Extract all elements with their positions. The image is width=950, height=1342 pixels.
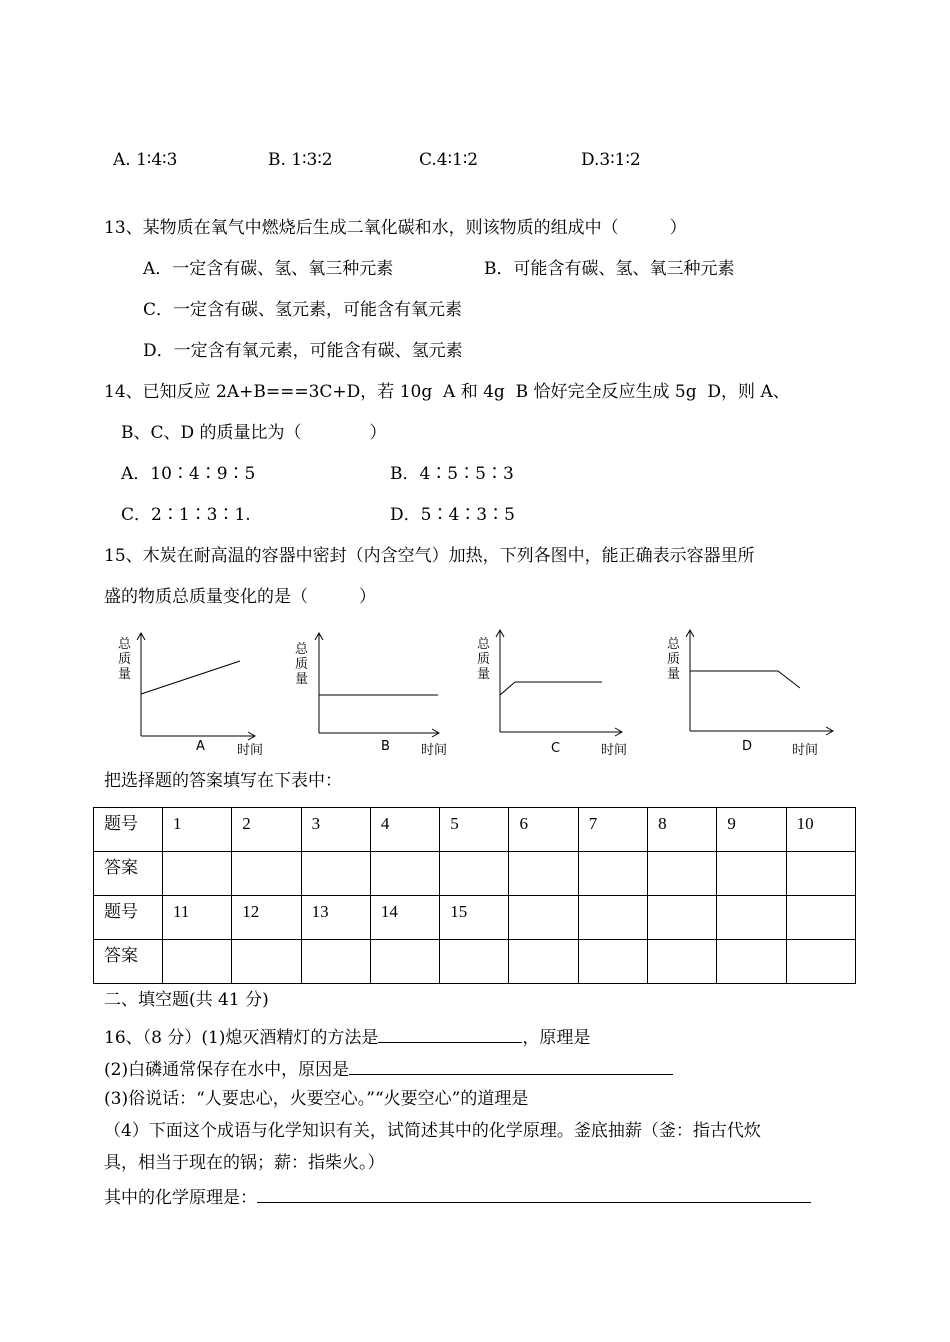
q16-blank-4[interactable] <box>257 1184 811 1203</box>
graph-a-label: A <box>196 739 205 754</box>
q16-line1-text-b: ，原理是 <box>522 1028 591 1048</box>
answer-cell[interactable] <box>232 940 301 984</box>
cell-number <box>717 896 786 940</box>
answer-cell[interactable] <box>578 940 647 984</box>
q16-line6 <box>104 1184 811 1209</box>
answer-cell[interactable] <box>648 852 717 896</box>
cell-number: 10 <box>786 808 855 852</box>
q12-option-c: C.4∶1∶2 <box>419 150 479 170</box>
table-intro: 把选择题的答案填写在下表中： <box>104 771 342 791</box>
table-row-answers-1 <box>94 852 856 896</box>
q15-stem-line2: 盛的物质总质量变化的是（ ） <box>104 587 376 607</box>
q14-option-c: C．2∶1∶3∶1. <box>121 505 251 525</box>
graph-b-ylabel-1: 总 <box>295 642 309 657</box>
graph-b-label: B <box>381 739 390 754</box>
graph-b-xlabel: 时间 <box>421 743 448 758</box>
cell-number: 5 <box>440 808 509 852</box>
graph-d-ylabel-3: 量 <box>667 667 681 682</box>
answer-cell[interactable] <box>440 852 509 896</box>
answer-cell[interactable] <box>440 940 509 984</box>
cell-number: 11 <box>163 896 232 940</box>
answer-cell[interactable] <box>786 940 855 984</box>
cell-number <box>509 896 578 940</box>
q16-line6-text: 其中的化学原理是： <box>104 1188 257 1208</box>
table-row-numbers-2 <box>94 896 856 940</box>
answer-cell[interactable] <box>786 852 855 896</box>
graph-a <box>110 628 280 758</box>
table-row-numbers-1 <box>94 808 856 852</box>
section2-title: 二、填空题(共 41 分) <box>104 990 269 1010</box>
q14-stem-line2: B、C、D 的质量比为（ ） <box>121 423 387 443</box>
graph-c-ylabel-2: 质 <box>477 652 491 667</box>
cell-number: 9 <box>717 808 786 852</box>
cell-number: 14 <box>370 896 439 940</box>
answer-cell[interactable] <box>163 852 232 896</box>
cell-number: 13 <box>301 896 370 940</box>
q13-option-a: A．一定含有碳、氢、氧三种元素 <box>143 259 394 279</box>
q13-option-d: D．一定含有氧元素，可能含有碳、氢元素 <box>143 341 463 361</box>
graph-d-xlabel: 时间 <box>792 743 819 758</box>
q15-stem-line1: 15、木炭在耐高温的容器中密封（内含空气）加热，下列各图中，能正确表示容器里所 <box>104 546 755 566</box>
graph-a-ylabel-2: 质 <box>118 652 132 667</box>
q12-option-b: B. 1∶3∶2 <box>268 150 333 170</box>
cell-number <box>578 896 647 940</box>
q14-option-d: D．5∶4∶3∶5 <box>390 505 515 525</box>
answer-cell[interactable] <box>370 940 439 984</box>
answer-cell[interactable] <box>509 852 578 896</box>
answer-cell[interactable] <box>301 940 370 984</box>
q16-line3: (3)俗说话：“人要忠心，火要空心。”“火要空心”的道理是 <box>104 1089 529 1109</box>
q16-line5: 具，相当于现在的锅；薪：指柴火。） <box>104 1153 385 1173</box>
q16-line1-text-a: 16、（8 分）(1)熄灭酒精灯的方法是 <box>104 1028 379 1048</box>
answer-cell[interactable] <box>163 940 232 984</box>
q13-stem: 13、某物质在氧气中燃烧后生成二氧化碳和水，则该物质的组成中（ ） <box>104 218 687 238</box>
graph-a-curve <box>141 661 240 694</box>
cell-number: 3 <box>301 808 370 852</box>
answer-cell[interactable] <box>370 852 439 896</box>
answer-cell[interactable] <box>301 852 370 896</box>
q13-option-b: B．可能含有碳、氢、氧三种元素 <box>484 259 735 279</box>
row-title-number: 题号 <box>94 808 163 852</box>
cell-number: 4 <box>370 808 439 852</box>
row-title-answer: 答案 <box>94 940 163 984</box>
graph-b <box>290 628 460 758</box>
q16-blank-2[interactable] <box>349 1056 673 1075</box>
graph-b-ylabel-2: 质 <box>295 657 309 672</box>
answer-table <box>93 807 856 984</box>
row-title-number: 题号 <box>94 896 163 940</box>
cell-number: 1 <box>163 808 232 852</box>
q14-stem-line1: 14、已知反应 2A+B===3C+D，若 10g A 和 4g B 恰好完全反应生成 5g D，则 A、 <box>104 382 790 402</box>
answer-cell[interactable] <box>509 940 578 984</box>
cell-number: 6 <box>509 808 578 852</box>
q16-line2-text: (2)白磷通常保存在水中，原因是 <box>104 1060 350 1080</box>
graph-d-ylabel-2: 质 <box>667 652 681 667</box>
answer-cell[interactable] <box>717 940 786 984</box>
cell-number <box>786 896 855 940</box>
q16-line2 <box>104 1056 673 1081</box>
cell-number: 15 <box>440 896 509 940</box>
cell-number <box>648 896 717 940</box>
graph-c <box>473 628 643 758</box>
table-row-answers-2 <box>94 940 856 984</box>
q16-line4: （4）下面这个成语与化学知识有关，试简述其中的化学原理。釜底抽薪（釜：指古代炊 <box>104 1121 761 1141</box>
answer-cell[interactable] <box>232 852 301 896</box>
graph-c-label: C <box>551 741 561 756</box>
graph-d-ylabel-1: 总 <box>667 637 681 652</box>
answer-cell[interactable] <box>717 852 786 896</box>
q16-blank-1[interactable] <box>378 1024 522 1043</box>
graph-d <box>660 628 845 758</box>
cell-number: 12 <box>232 896 301 940</box>
answer-cell[interactable] <box>648 940 717 984</box>
graph-b-ylabel-3: 量 <box>295 672 309 687</box>
q16-line1 <box>104 1024 590 1049</box>
graph-a-ylabel-3: 量 <box>118 667 132 682</box>
graph-a-ylabel-1: 总 <box>118 637 132 652</box>
graph-d-curve <box>690 671 800 688</box>
graph-d-label: D <box>742 739 753 754</box>
graph-c-ylabel-3: 量 <box>477 667 491 682</box>
answer-cell[interactable] <box>578 852 647 896</box>
graph-c-xlabel: 时间 <box>601 743 628 758</box>
cell-number: 8 <box>648 808 717 852</box>
cell-number: 2 <box>232 808 301 852</box>
q12-option-d: D.3∶1∶2 <box>581 150 641 170</box>
q13-option-c: C．一定含有碳、氢元素，可能含有氧元素 <box>143 300 463 320</box>
cell-number: 7 <box>578 808 647 852</box>
row-title-answer: 答案 <box>94 852 163 896</box>
q12-option-a: A. 1∶4∶3 <box>113 150 178 170</box>
q14-option-b: B．4∶5∶5∶3 <box>390 464 514 484</box>
graph-c-ylabel-1: 总 <box>477 637 491 652</box>
graph-c-curve <box>500 682 602 695</box>
graph-a-xlabel: 时间 <box>237 743 264 758</box>
q14-option-a: A．10∶4∶9∶5 <box>121 464 256 484</box>
